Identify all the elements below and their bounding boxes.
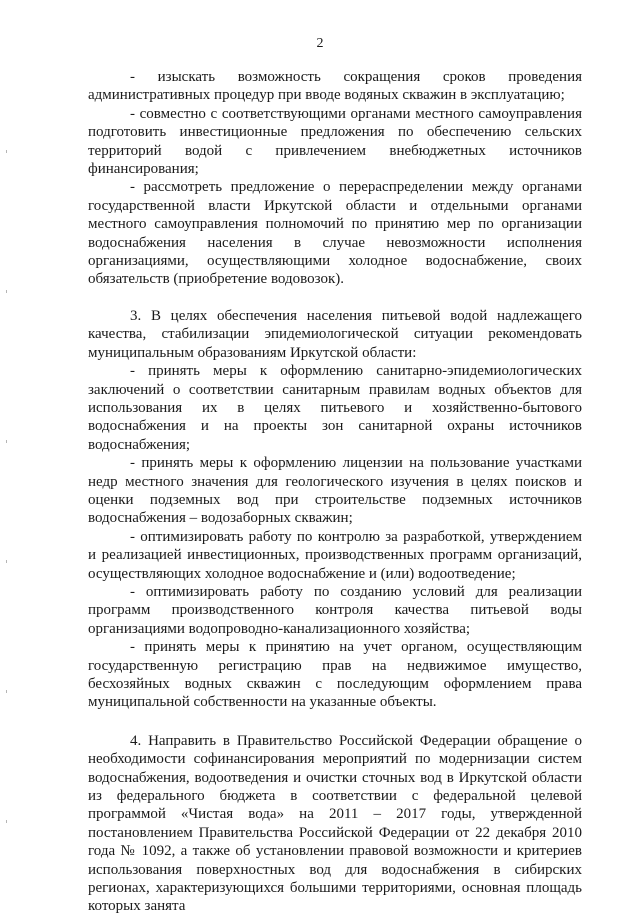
paragraph-investment-proposals: - совместно с соответствующими органами местного самоуправления подготовить инвестиционные предложения по обеспечению сельских территорий водой с привлечением внебюджетных источников финансирования; xyxy=(88,105,582,178)
margin-mark xyxy=(6,440,7,443)
paragraph-subsoil-license: - принять меры к оформлению лицензии на пользование участками недр местного значения для геологического изучения в целях поисков и оценки подземных вод при строительстве подземных источников водоснабжения – водозаборных скважин; xyxy=(88,455,582,527)
binding-margin-marks xyxy=(6,0,8,905)
paragraph-gap xyxy=(88,712,582,732)
margin-mark xyxy=(6,820,7,823)
margin-mark xyxy=(6,690,7,693)
paragraph-gap xyxy=(88,289,582,307)
paragraph-redistribution-powers: - рассмотреть предложение о перераспределении между органами государственной власти Иркутской области и отдельными органами местного самоуправления полномочий по принятию мер по организации водоснабжения населения в случае невозможности исполнения организациями, осуществляющими холодное водоснабжение, своих обязательств (приобретение водовозок). xyxy=(88,179,582,288)
document-body xyxy=(88,68,582,916)
paragraph-shorten-procedures: - изыскать возможность сокращения сроков проведения административных процедур при вводе водяных скважин в эксплуатацию; xyxy=(88,69,582,104)
page-number: 2 xyxy=(316,36,324,51)
margin-mark xyxy=(6,560,7,563)
paragraph-section-4: 4. Направить в Правительство Российской Федерации обращение о необходимости софинансирования мероприятий по модернизации систем водоснабжения, водоотведения и очистки сточных вод в Иркутской области из федерального бюджета в соответствии с федеральной целевой программой «Чистая вода» на 2011 – 2017 годы, утвержденной постановлением Правительства Российской Федерации от 22 декабря 2010 года № 1092, а также об установлении правовой возможности и критериев использования поверхностных вод для водоснабжения в сибирских регионах, характеризующихся большими территориями, основная площадь которых занята xyxy=(88,732,582,915)
margin-mark xyxy=(6,150,7,153)
margin-mark xyxy=(6,290,7,293)
paragraph-investment-control: - оптимизировать работу по контролю за разработкой, утверждением и реализацией инвестиционных, производственных программ организаций, осуществляющих холодное водоснабжение и (или) водоотведение; xyxy=(88,528,582,582)
paragraph-production-control: - оптимизировать работу по созданию условий для реализации программ производственного контроля качества питьевой воды организациями водопроводно-канализационного хозяйства; xyxy=(88,583,582,637)
paragraph-section-3: 3. В целях обеспечения населения питьевой водой надлежащего качества, стабилизации эпидемиологической ситуации рекомендовать муниципальным образованиям Иркутской области: xyxy=(88,307,582,361)
paragraph-sanitary-conclusions: - принять меры к оформлению санитарно-эпидемиологических заключений о соответствии санитарным правилам водных объектов для использования их в целях питьевого и хозяйственно-бытового водоснабжения и на проекты зон санитарной охраны источников водоснабжения; xyxy=(88,363,582,453)
paragraph-ownerless-wells: - принять меры к принятию на учет органом, осуществляющим государственную регистрацию прав на недвижимое имущество, бесхозяйных водных скважин с последующим оформлением права муниципальной собственности на указанные объекты. xyxy=(88,639,582,711)
